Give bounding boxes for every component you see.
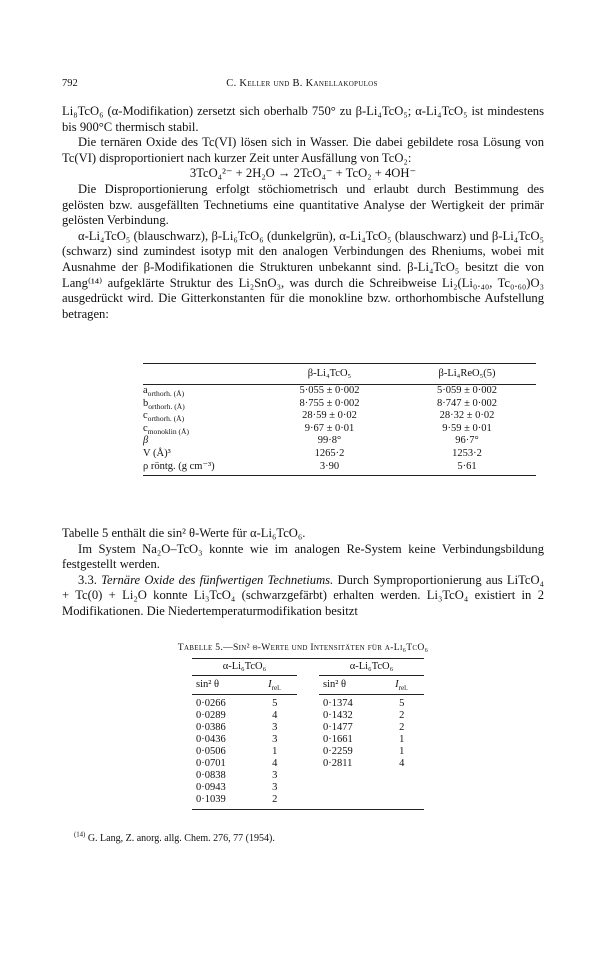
table-col-header xyxy=(268,676,297,695)
table-caption: Tabelle 5.—Sin² θ-Werte und Intensitäten für α-Li₆TcO₆ xyxy=(177,642,429,653)
footnote-marker: (14) xyxy=(74,831,86,839)
table-cell: 8·755 ± 0·002 xyxy=(299,397,360,409)
row-label xyxy=(143,435,261,448)
equation: 3TcO₄²⁻ + 2H₂O → 2TcO₄⁻ + TcO₂ + 4OH⁻ xyxy=(189,166,417,181)
table-cell: 5 xyxy=(272,698,278,709)
table-cell: 0·1432 xyxy=(322,710,353,721)
table-col-header-row xyxy=(192,676,424,695)
table-cell: 1 xyxy=(272,746,278,757)
table-cell: 5 xyxy=(399,698,405,709)
table-cell xyxy=(319,782,395,794)
paragraph-7-text: Durch Symproportionierung aus LiTcO₄ + Tc(0) + Li₂O konnte Li₃TcO₄ (schwarzgefärbt) erhalten werden. Li₃TcO₄ existiert in 2 Modifikationen. Die Niedertemperaturmodifikation besitzt xyxy=(62,572,544,618)
spacer xyxy=(297,782,319,794)
row-label-subscript: orthorh. (Å) xyxy=(147,389,185,399)
paragraph-3: Die Disproportionierung erfolgt stöchiometrisch und erlaubt durch Bestimmung des gelösten bzw. ausgefällten Technetiums eine quantitative Analyse der Wertigkeit der primär gelösten Verbindung. xyxy=(62,181,544,228)
table-cell: 3 xyxy=(272,722,278,733)
table-cell: 0·0838 xyxy=(196,770,226,781)
table-cell: 0·0289 xyxy=(196,710,226,721)
table-cell: 3 xyxy=(272,770,278,781)
spacer xyxy=(297,794,319,810)
table-cell: 3·90 xyxy=(261,461,398,476)
table-cell xyxy=(395,770,424,782)
section-number: 3.3. xyxy=(78,572,97,587)
row-label-subscript: orthorh. (Å) xyxy=(147,414,185,424)
row-label-subscript: orthorh. (Å) xyxy=(148,401,185,411)
table-cell: 0·0506 xyxy=(196,746,226,757)
row-label xyxy=(143,448,261,461)
lattice-constants-table xyxy=(143,363,536,476)
table-cell: 5·055 ± 0·002 xyxy=(299,385,360,396)
table-cell: 2 xyxy=(399,722,405,733)
footnote-text: G. Lang, Z. anorg. allg. Chem. 276, 77 (1954). xyxy=(87,833,275,844)
table-col-header xyxy=(395,676,424,695)
page-number: 792 xyxy=(62,78,78,89)
table-cell: 28·59 ± 0·02 xyxy=(302,410,357,422)
table-cell: 2 xyxy=(399,710,405,721)
paragraph-1: Li₈TcO₆ (α-Modifikation) zersetzt sich oberhalb 750° zu β-Li₄TcO₅; α-Li₄TcO₅ ist mindestens bis 900°C thermisch stabil. xyxy=(62,104,544,134)
row-label-subscript: monoklin (Å) xyxy=(147,426,189,436)
table-group-title: α-Li₆TcO₆ xyxy=(192,659,297,676)
table-cell: 5·059 ± 0·002 xyxy=(436,385,497,396)
table-cell: 0·0436 xyxy=(196,734,226,745)
table-cell: 4 xyxy=(272,710,278,721)
table-cell xyxy=(395,782,424,794)
table-cell: 0·0943 xyxy=(196,782,226,793)
spacer xyxy=(297,722,319,734)
table-cell: 5·61 xyxy=(398,461,536,476)
spacer xyxy=(297,758,319,770)
i-symbol: I xyxy=(395,679,399,690)
table-row xyxy=(143,435,536,448)
table-row xyxy=(143,461,536,476)
i-symbol: I xyxy=(268,679,272,690)
table-row xyxy=(192,746,424,758)
paragraph-2: Die ternären Oxide des Tc(VI) lösen sich in Wasser. Die dabei gebildete rosa Lösung von Tc(VI) disproportioniert nach kurzer Zeit unter Ausfällung von TcO₂: xyxy=(62,135,544,165)
table-cell: 1 xyxy=(399,734,405,745)
table-row xyxy=(143,385,536,398)
table-row xyxy=(143,448,536,461)
spacer xyxy=(297,710,319,722)
sin-theta-table xyxy=(192,658,424,810)
table-cell xyxy=(319,794,395,810)
table-cell: 3 xyxy=(272,734,278,745)
body-text-middle xyxy=(62,526,544,620)
row-label-symbol: V (Å)³ xyxy=(143,447,171,459)
body-text-top xyxy=(62,104,544,322)
table-cell: 1253·2 xyxy=(452,447,482,459)
table-cell: 99·8° xyxy=(317,435,342,447)
table-cell: 0·0701 xyxy=(196,758,226,769)
row-label xyxy=(143,410,261,423)
row-label-symbol: a xyxy=(143,385,148,396)
i-subscript: rel. xyxy=(398,684,408,693)
table-row xyxy=(192,782,424,794)
table-group-title-row xyxy=(192,659,424,676)
table-cell: 9·59 ± 0·01 xyxy=(442,422,492,434)
spacer xyxy=(297,734,319,746)
table-cell: 4 xyxy=(272,758,278,769)
table-cell: 4 xyxy=(399,758,405,769)
table-col-header: β-Li₄TcO₅ xyxy=(261,364,398,385)
table-row xyxy=(143,398,536,411)
table-row xyxy=(192,770,424,782)
table-cell: 9·67 ± 0·01 xyxy=(304,422,355,434)
running-header xyxy=(62,78,542,92)
table-cell xyxy=(319,770,395,782)
table-cell: 2 xyxy=(268,794,297,810)
table-header-row xyxy=(143,364,536,385)
table-row xyxy=(143,410,536,423)
table-cell: 0·1374 xyxy=(322,698,353,709)
running-title: C. Keller und B. Kanellakopulos xyxy=(226,78,378,89)
row-label-symbol: b xyxy=(143,397,149,409)
footnote xyxy=(74,833,275,844)
table-col-header: sin² θ xyxy=(319,676,395,695)
table-cell: 96·7° xyxy=(455,435,479,447)
paragraph-7 xyxy=(62,573,544,620)
paragraph-5: Tabelle 5 enthält die sin² θ-Werte für α-Li₆TcO₆. xyxy=(62,526,306,540)
row-label xyxy=(143,385,261,398)
table-row xyxy=(192,794,424,810)
table-cell: 1 xyxy=(399,746,405,757)
table-cell: 3 xyxy=(272,782,278,793)
spacer xyxy=(297,770,319,782)
table-cell: 1265·2 xyxy=(314,447,345,459)
table-cell: 0·0266 xyxy=(196,698,226,709)
table-cell: 0·0386 xyxy=(196,722,226,733)
table-row xyxy=(143,423,536,436)
table-row xyxy=(192,758,424,770)
row-label-symbol: β xyxy=(143,435,149,447)
paragraph-4: α-Li₄TcO₅ (blauschwarz), β-Li₆TcO₆ (dunkelgrün), α-Li₄TcO₅ (blauschwarz) und β-Li₄TcO₅ (schwarz) sind zumindest isotyp mit den analogen Verbindungen des Rheniums, wobei mit Ausnahme der β-Modifikationen die Strukturen unbekannt sind. β-Li₄TcO₅ besitzt die von Lang⁽¹⁴⁾ aufgeklärte Struktur des Li₂SnO₃, was durch die Schreibweise Li₂(Li₀.₄₀, Tc₀.₆₀)O₃ ausgedrückt wird. Die Gitterkonstanten für die monokline bzw. orthorhombische Aufstellung betragen: xyxy=(62,228,544,321)
table-cell: 28·32 ± 0·02 xyxy=(439,410,495,422)
table-row xyxy=(192,734,424,746)
row-label xyxy=(143,398,261,411)
table-row xyxy=(192,710,424,722)
table-row xyxy=(192,722,424,734)
row-label-symbol: c xyxy=(143,422,148,434)
spacer xyxy=(297,695,319,711)
table-cell: 8·747 ± 0·002 xyxy=(436,397,497,409)
row-label-symbol: ρ röntg. (g cm⁻³) xyxy=(143,460,215,472)
section-title: Ternäre Oxide des fünfwertigen Technetiums. xyxy=(101,572,334,587)
table-row xyxy=(192,695,424,711)
row-label xyxy=(143,423,261,436)
table-cell xyxy=(395,794,424,810)
table-cell: 0·2259 xyxy=(322,746,353,757)
spacer xyxy=(297,746,319,758)
paragraph-6: Im System Na₂O–TcO₃ konnte wie im analogen Re-System keine Verbindungsbildung festgestellt werden. xyxy=(62,541,544,572)
table-col-header: sin² θ xyxy=(192,676,268,695)
table-cell: 0·1477 xyxy=(322,722,353,733)
table-group-title: α-Li₆TcO₆ xyxy=(319,659,424,676)
table-cell: 0·2811 xyxy=(322,758,353,769)
table-col-header: β-Li₄ReO₅(5) xyxy=(398,364,536,385)
table-cell: 0·1039 xyxy=(192,794,268,810)
row-label xyxy=(143,461,261,476)
row-label-symbol: c xyxy=(143,410,148,422)
i-subscript: rel. xyxy=(271,684,281,693)
table-cell: 0·1661 xyxy=(322,734,353,745)
